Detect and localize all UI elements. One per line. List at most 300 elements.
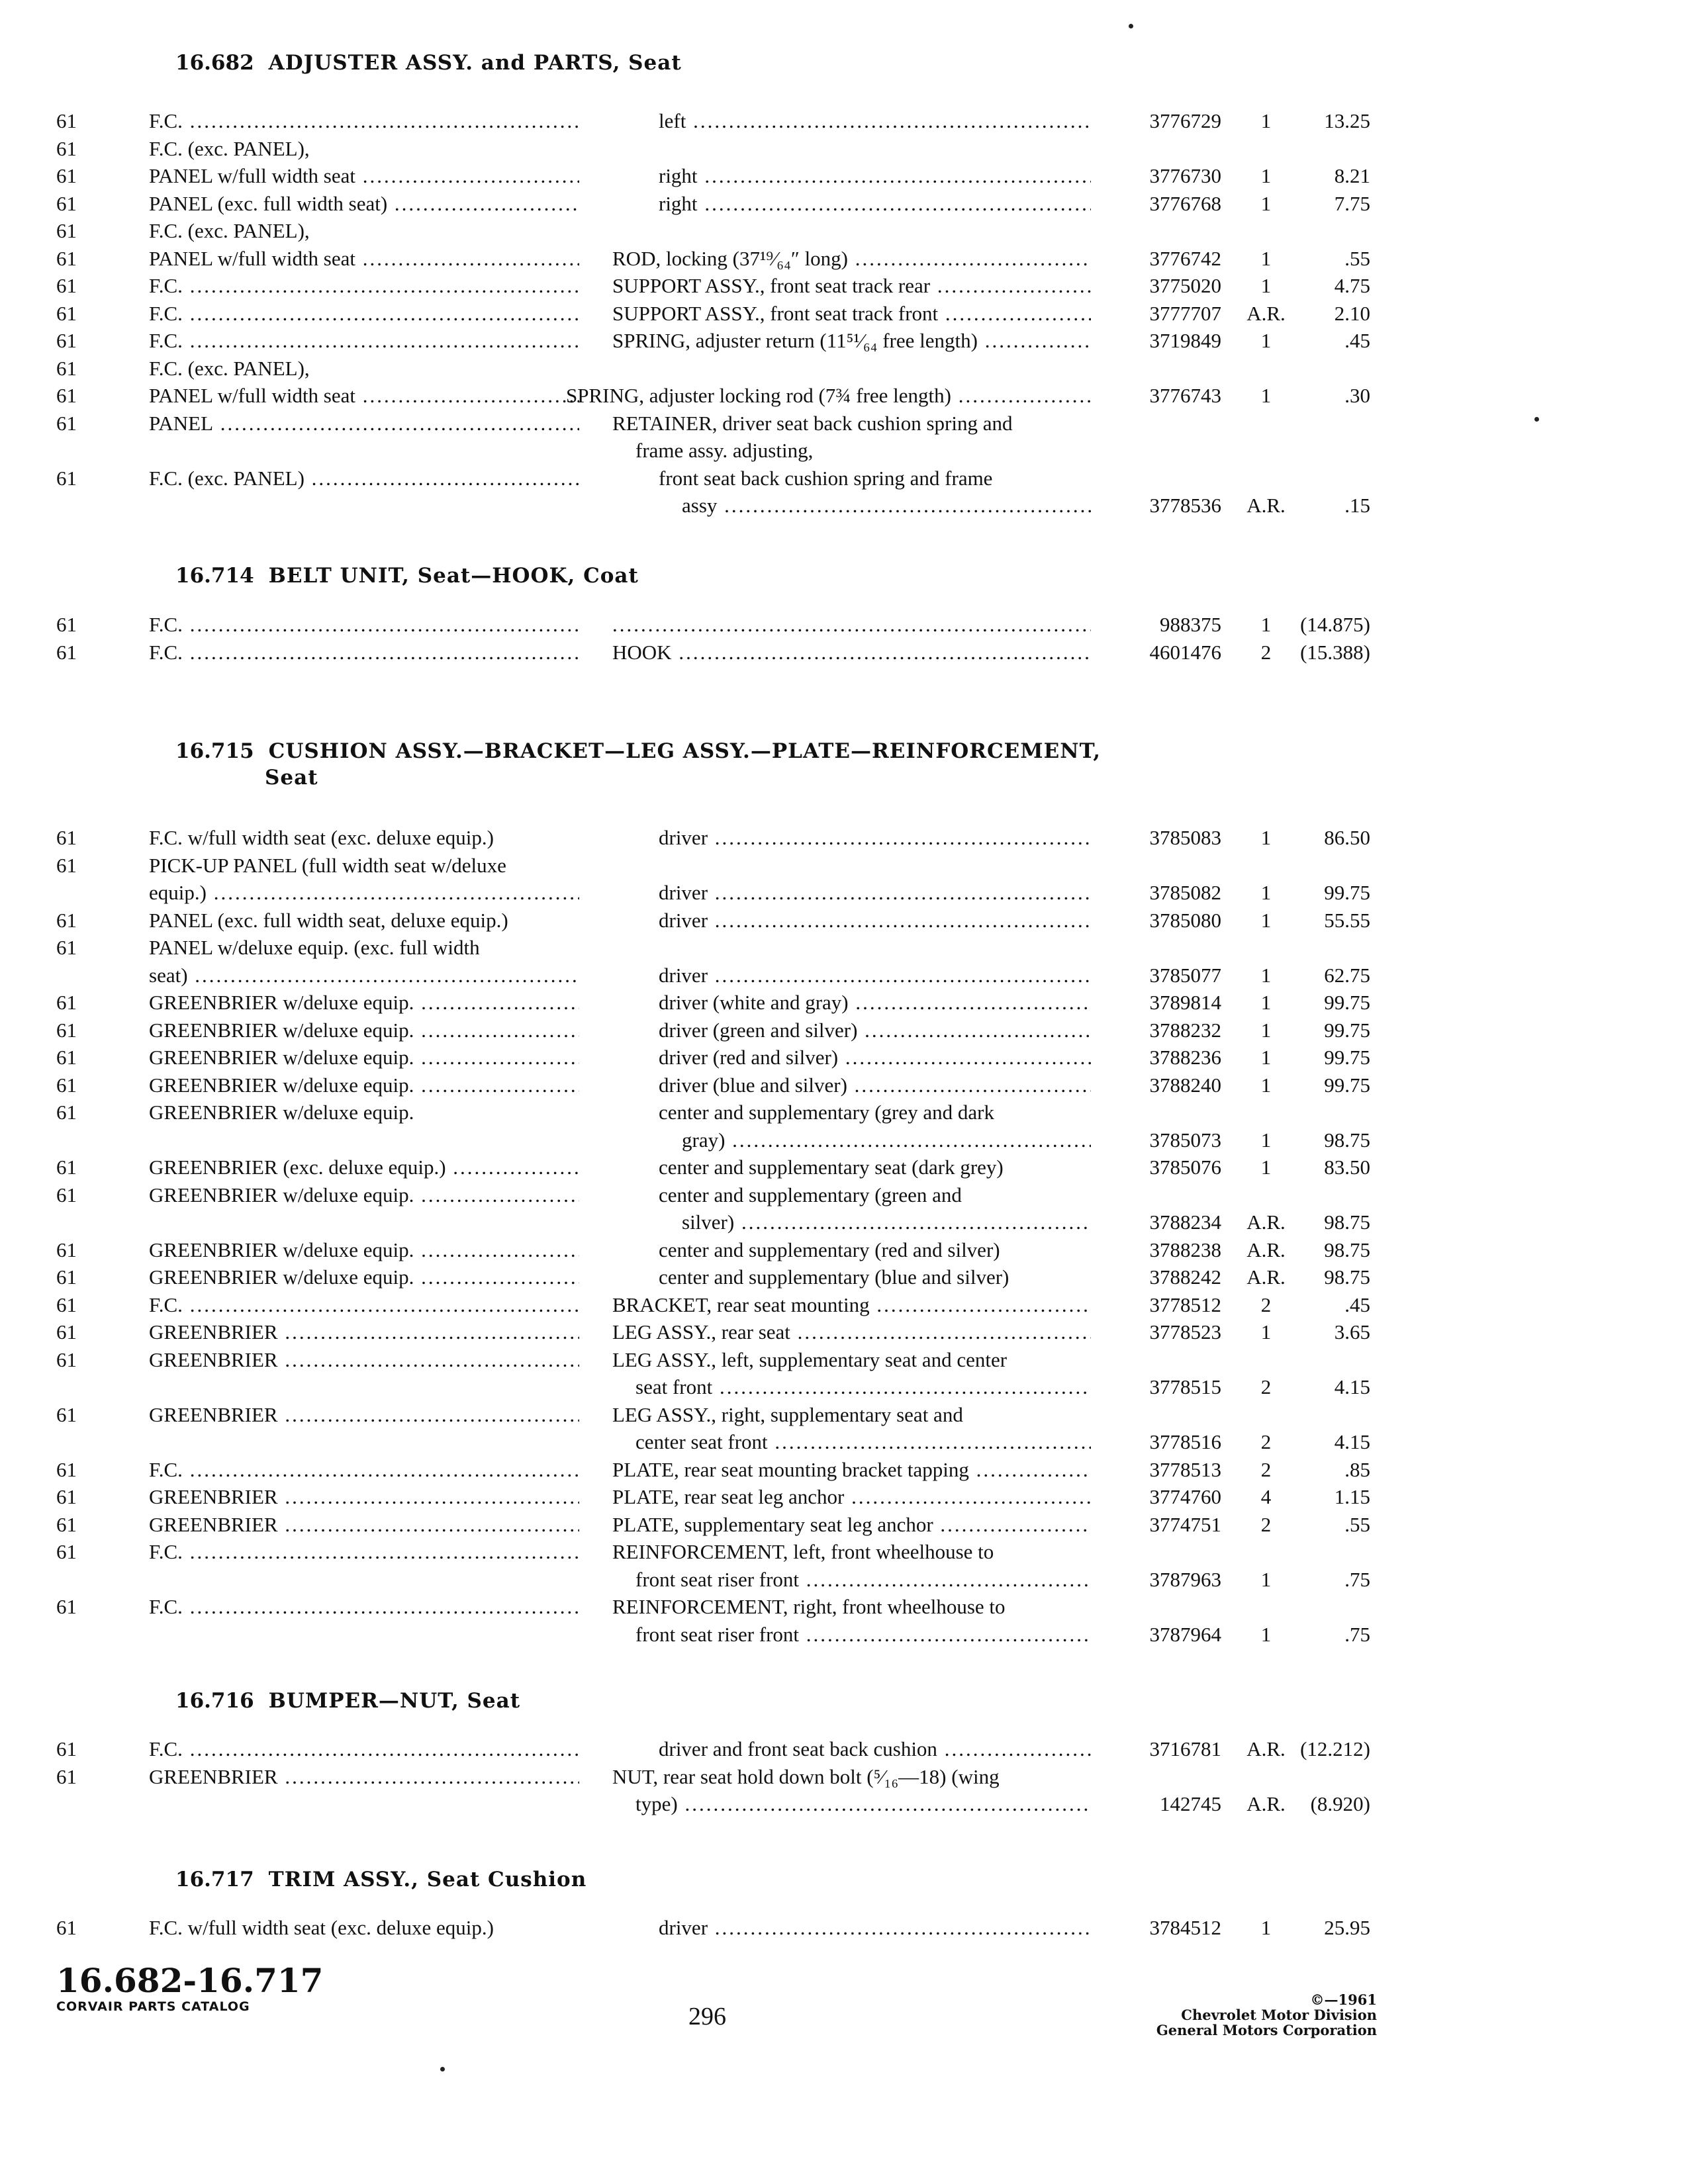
model-applicability: GREENBRIER w/deluxe equip. ..... <box>149 989 579 1017</box>
model-year: 61 <box>56 1512 77 1536</box>
model-year: 61 <box>56 1457 77 1481</box>
model-applicability: GREENBRIER (exc. deluxe equip.) ..... <box>149 1154 579 1181</box>
part-number: 3774751 <box>1149 1512 1221 1536</box>
quantity: 1 <box>1260 963 1272 987</box>
part-number: 3785076 <box>1149 1156 1221 1179</box>
parts-row <box>0 465 1688 492</box>
list-price: 98.75 <box>1324 1210 1370 1234</box>
part-number: 3785073 <box>1149 1128 1221 1152</box>
parts-row <box>0 1566 1688 1594</box>
parts-row <box>0 639 1688 666</box>
quantity: A.R. <box>1246 1238 1286 1261</box>
quantity: 2 <box>1260 1375 1272 1398</box>
model-year: 61 <box>56 164 77 187</box>
list-price: 98.75 <box>1324 1128 1370 1152</box>
part-description: silver) ..... <box>682 1208 1091 1236</box>
part-number: 3788240 <box>1149 1073 1221 1097</box>
part-number: 3787963 <box>1149 1567 1221 1591</box>
parts-row <box>0 272 1688 300</box>
list-price: .45 <box>1344 329 1370 352</box>
list-price: 99.75 <box>1324 1046 1370 1069</box>
part-description: HOOK ..... <box>612 639 1091 666</box>
parts-row <box>0 852 1688 880</box>
quantity: 1 <box>1260 164 1272 187</box>
model-year: 61 <box>56 1238 77 1261</box>
model-applicability: F.C. ..... <box>149 107 579 135</box>
model-year: 61 <box>56 1293 77 1316</box>
catalog-name: CORVAIR PARTS CATALOG <box>56 1999 250 2014</box>
model-applicability: PICK-UP PANEL (full width seat w/deluxe <box>149 853 506 877</box>
quantity: A.R. <box>1246 1737 1286 1760</box>
model-applicability: F.C. w/full width seat (exc. deluxe equip.) <box>149 1916 494 1939</box>
part-description: gray) ..... <box>682 1126 1091 1154</box>
list-price: 55.55 <box>1324 908 1370 932</box>
model-year: 61 <box>56 1402 77 1426</box>
footer-right <box>1156 1992 1377 2038</box>
quantity: 2 <box>1260 1457 1272 1481</box>
parts-row <box>0 327 1688 355</box>
section-number: 16.714 <box>175 564 254 588</box>
model-applicability: F.C. ..... <box>149 1593 579 1621</box>
part-number: 3785077 <box>1149 963 1221 987</box>
quantity: 1 <box>1260 991 1272 1014</box>
parts-row <box>0 1456 1688 1484</box>
part-number: 3776729 <box>1149 109 1221 132</box>
section-number: 16.715 <box>175 739 254 763</box>
part-description: SPRING, adjuster locking rod (7¾ free length) ..... <box>566 382 1091 410</box>
model-applicability: F.C. ..... <box>149 1735 579 1763</box>
section-number: 16.717 <box>175 1868 254 1891</box>
quantity: 1 <box>1260 1622 1272 1646</box>
model-year: 61 <box>56 640 77 664</box>
part-description: RETAINER, driver seat back cushion spring and <box>612 411 1013 435</box>
model-year: 61 <box>56 1073 77 1097</box>
parts-row <box>0 962 1688 989</box>
parts-row <box>0 135 1688 163</box>
part-description: LEG ASSY., right, supplementary seat and <box>612 1402 963 1426</box>
model-applicability: F.C. (exc. PANEL), <box>149 356 310 380</box>
part-description: driver (blue and silver) ..... <box>659 1071 1091 1099</box>
list-price: (12.212) <box>1300 1737 1370 1760</box>
part-description: driver (green and silver) ..... <box>659 1017 1091 1044</box>
section-heading <box>175 1688 520 1714</box>
parts-row <box>0 989 1688 1017</box>
parts-row <box>0 824 1688 852</box>
section-title: ADJUSTER ASSY. and PARTS, Seat <box>268 51 682 75</box>
part-number: 3785080 <box>1149 908 1221 932</box>
part-number: 3716781 <box>1149 1737 1221 1760</box>
quantity: 1 <box>1260 1073 1272 1097</box>
quantity: 1 <box>1260 1916 1272 1939</box>
section-title-continued: Seat <box>265 766 318 790</box>
part-description: driver (white and gray) ..... <box>659 989 1091 1017</box>
list-price: .85 <box>1344 1457 1370 1481</box>
list-price: 8.21 <box>1334 164 1370 187</box>
section-number: 16.716 <box>175 1689 254 1713</box>
part-number: 3719849 <box>1149 329 1221 352</box>
list-price: .55 <box>1344 246 1370 270</box>
list-price: .55 <box>1344 1512 1370 1536</box>
quantity: 1 <box>1260 1128 1272 1152</box>
quantity: 1 <box>1260 109 1272 132</box>
quantity: 1 <box>1260 1567 1272 1591</box>
model-applicability: GREENBRIER w/deluxe equip. ..... <box>149 1236 579 1264</box>
list-price: 2.10 <box>1334 301 1370 325</box>
quantity: 2 <box>1260 640 1272 664</box>
list-price: 98.75 <box>1324 1265 1370 1289</box>
parts-row <box>0 1044 1688 1071</box>
quantity: A.R. <box>1246 301 1286 325</box>
part-number: 142745 <box>1160 1792 1221 1815</box>
print-speck <box>440 2067 445 2071</box>
part-number: 3788242 <box>1149 1265 1221 1289</box>
parts-row <box>0 1511 1688 1539</box>
parts-row <box>0 1373 1688 1401</box>
part-description: center and supplementary (grey and dark <box>659 1101 994 1124</box>
model-year: 61 <box>56 356 77 380</box>
model-applicability: seat) ..... <box>149 962 579 989</box>
section-title: BELT UNIT, Seat—HOOK, Coat <box>268 564 639 588</box>
model-year: 61 <box>56 1320 77 1343</box>
parts-row <box>0 907 1688 934</box>
part-number: 3776730 <box>1149 164 1221 187</box>
part-description: center and supplementary (green and <box>659 1183 962 1206</box>
parts-row <box>0 879 1688 907</box>
part-number: 3788236 <box>1149 1046 1221 1069</box>
parts-row <box>0 410 1688 437</box>
part-number: 3778536 <box>1149 494 1221 517</box>
list-price: 86.50 <box>1324 826 1370 849</box>
model-year: 61 <box>56 991 77 1014</box>
list-price: 4.15 <box>1334 1430 1370 1453</box>
quantity: 1 <box>1260 246 1272 270</box>
list-price: (15.388) <box>1300 640 1370 664</box>
model-year: 61 <box>56 1046 77 1069</box>
model-applicability: F.C. ..... <box>149 639 579 666</box>
part-number: 3778523 <box>1149 1320 1221 1343</box>
parts-row <box>0 162 1688 190</box>
part-description: front seat back cushion spring and frame <box>659 466 993 490</box>
quantity: 1 <box>1260 1156 1272 1179</box>
model-year: 61 <box>56 936 77 959</box>
parts-row <box>0 437 1688 465</box>
model-year: 61 <box>56 908 77 932</box>
parts-row <box>0 492 1688 520</box>
quantity: 1 <box>1260 1046 1272 1069</box>
parts-row <box>0 1621 1688 1649</box>
page-number: 296 <box>688 2003 726 2030</box>
part-description: center and supplementary (blue and silver) <box>659 1265 1009 1289</box>
quantity: 1 <box>1260 191 1272 215</box>
footer-left <box>56 1962 323 2014</box>
part-number: 3778516 <box>1149 1430 1221 1453</box>
print-speck <box>1129 24 1133 28</box>
parts-row <box>0 1181 1688 1209</box>
model-year: 61 <box>56 826 77 849</box>
parts-row <box>0 1763 1688 1791</box>
print-speck <box>1534 417 1539 422</box>
model-year: 61 <box>56 246 77 270</box>
part-description: assy ..... <box>682 492 1091 520</box>
part-number: 3788234 <box>1149 1210 1221 1234</box>
model-applicability: GREENBRIER w/deluxe equip. ..... <box>149 1017 579 1044</box>
part-description: center and supplementary seat (dark grey) <box>659 1156 1004 1179</box>
model-applicability: F.C. ..... <box>149 1456 579 1484</box>
parts-row <box>0 1593 1688 1621</box>
part-description: driver ..... <box>659 879 1091 907</box>
list-price: 25.95 <box>1324 1916 1370 1939</box>
parts-row <box>0 107 1688 135</box>
part-number: 3785082 <box>1149 881 1221 904</box>
quantity: 1 <box>1260 329 1272 352</box>
part-description: driver ..... <box>659 1914 1091 1942</box>
part-number: 3776743 <box>1149 384 1221 407</box>
model-year: 61 <box>56 136 77 160</box>
list-price: (14.875) <box>1300 613 1370 636</box>
model-year: 61 <box>56 466 77 490</box>
model-applicability: F.C. ..... <box>149 327 579 355</box>
list-price: .30 <box>1344 384 1370 407</box>
model-applicability: F.C. ..... <box>149 272 579 300</box>
section-heading <box>175 738 1101 791</box>
list-price: 99.75 <box>1324 1018 1370 1042</box>
quantity: 1 <box>1260 274 1272 297</box>
parts-row <box>0 1538 1688 1566</box>
parts-row <box>0 1401 1688 1429</box>
parts-row <box>0 1263 1688 1291</box>
part-description: center and supplementary (red and silver) <box>659 1238 1000 1261</box>
quantity: 1 <box>1260 384 1272 407</box>
parts-row <box>0 1154 1688 1181</box>
model-year: 61 <box>56 1485 77 1508</box>
model-year: 61 <box>56 274 77 297</box>
parts-row <box>0 300 1688 328</box>
model-year: 61 <box>56 1018 77 1042</box>
list-price: 3.65 <box>1334 1320 1370 1343</box>
part-description: PLATE, rear seat mounting bracket tapping ..... <box>612 1456 1091 1484</box>
part-description: seat front ..... <box>635 1373 1091 1401</box>
part-description: NUT, rear seat hold down bolt (⁵⁄₁₆—18) (wing <box>612 1764 1000 1788</box>
quantity: A.R. <box>1246 1265 1286 1289</box>
parts-row <box>0 1318 1688 1346</box>
quantity: A.R. <box>1246 1210 1286 1234</box>
quantity: 2 <box>1260 1430 1272 1453</box>
list-price: .45 <box>1344 1293 1370 1316</box>
model-applicability: GREENBRIER w/deluxe equip. ..... <box>149 1181 579 1209</box>
corporation: General Motors Corporation <box>1156 2022 1377 2038</box>
model-applicability: F.C. ..... <box>149 1291 579 1319</box>
section-range: 16.682-16.717 <box>56 1961 324 2000</box>
model-year: 61 <box>56 1916 77 1939</box>
section-number: 16.682 <box>175 51 254 75</box>
part-description: driver ..... <box>659 907 1091 934</box>
model-year: 61 <box>56 1595 77 1618</box>
model-applicability: GREENBRIER w/deluxe equip. ..... <box>149 1263 579 1291</box>
list-price: .75 <box>1344 1567 1370 1591</box>
part-number: 3788238 <box>1149 1238 1221 1261</box>
list-price: 1.15 <box>1334 1485 1370 1508</box>
section-heading <box>175 563 639 589</box>
parts-row <box>0 1346 1688 1374</box>
model-year: 61 <box>56 191 77 215</box>
parts-row <box>0 217 1688 245</box>
quantity: A.R. <box>1246 1792 1286 1815</box>
part-description: ROD, locking (37¹⁹⁄₆₄″ long) ..... <box>612 245 1091 273</box>
model-year: 61 <box>56 1540 77 1563</box>
list-price: 99.75 <box>1324 1073 1370 1097</box>
model-year: 61 <box>56 1183 77 1206</box>
list-price: 13.25 <box>1324 109 1370 132</box>
model-year: 61 <box>56 1265 77 1289</box>
parts-row <box>0 1790 1688 1818</box>
part-number: 3776742 <box>1149 246 1221 270</box>
part-description: front seat riser front ..... <box>635 1621 1091 1649</box>
list-price: 98.75 <box>1324 1238 1370 1261</box>
part-description: left ..... <box>659 107 1091 135</box>
part-number: 988375 <box>1160 613 1221 636</box>
model-applicability: F.C. ..... <box>149 300 579 328</box>
part-description: PLATE, rear seat leg anchor ..... <box>612 1483 1091 1511</box>
parts-row <box>0 190 1688 218</box>
quantity: 1 <box>1260 826 1272 849</box>
model-applicability: GREENBRIER ..... <box>149 1346 579 1374</box>
quantity: 4 <box>1260 1485 1272 1508</box>
model-year: 61 <box>56 1347 77 1371</box>
list-price: (8.920) <box>1310 1792 1370 1815</box>
model-applicability: F.C. (exc. PANEL) ..... <box>149 465 579 492</box>
section-title: CUSHION ASSY.—BRACKET—LEG ASSY.—PLATE—REINFORCEMENT, <box>268 739 1102 763</box>
parts-row <box>0 382 1688 410</box>
list-price: 4.75 <box>1334 274 1370 297</box>
model-applicability: F.C. ..... <box>149 611 579 639</box>
model-applicability: GREENBRIER ..... <box>149 1318 579 1346</box>
model-applicability: PANEL w/full width seat ..... <box>149 245 579 273</box>
model-applicability: GREENBRIER ..... <box>149 1483 579 1511</box>
list-price: .15 <box>1344 494 1370 517</box>
model-applicability: F.C. (exc. PANEL), <box>149 219 310 242</box>
list-price: 7.75 <box>1334 191 1370 215</box>
part-description: center seat front ..... <box>635 1428 1091 1456</box>
part-number: 3774760 <box>1149 1485 1221 1508</box>
model-applicability: equip.) ..... <box>149 879 579 907</box>
part-description: right ..... <box>659 162 1091 190</box>
model-year: 61 <box>56 109 77 132</box>
model-year: 61 <box>56 384 77 407</box>
model-applicability: PANEL w/full width seat ..... <box>149 162 579 190</box>
model-year: 61 <box>56 1764 77 1788</box>
quantity: 2 <box>1260 1512 1272 1536</box>
model-applicability: GREENBRIER ..... <box>149 1511 579 1539</box>
quantity: 1 <box>1260 1320 1272 1343</box>
quantity: 2 <box>1260 1293 1272 1316</box>
division: Chevrolet Motor Division <box>1181 2007 1377 2023</box>
parts-row <box>0 1126 1688 1154</box>
part-number: 3787964 <box>1149 1622 1221 1646</box>
part-number: 3785083 <box>1149 826 1221 849</box>
model-applicability: GREENBRIER w/deluxe equip. ..... <box>149 1044 579 1071</box>
part-description: front seat riser front ..... <box>635 1566 1091 1594</box>
part-description: frame assy. adjusting, <box>635 439 814 462</box>
model-applicability: F.C. ..... <box>149 1538 579 1566</box>
part-description: REINFORCEMENT, right, front wheelhouse to <box>612 1595 1006 1618</box>
model-applicability: PANEL ..... <box>149 410 579 437</box>
parts-row <box>0 611 1688 639</box>
part-number: 3775020 <box>1149 274 1221 297</box>
part-description: SPRING, adjuster return (11⁵¹⁄₆₄ free length) ..... <box>612 327 1091 355</box>
parts-row <box>0 245 1688 273</box>
parts-row <box>0 1735 1688 1763</box>
model-applicability: PANEL (exc. full width seat) ..... <box>149 190 579 218</box>
model-year: 61 <box>56 1101 77 1124</box>
list-price: 83.50 <box>1324 1156 1370 1179</box>
part-description: BRACKET, rear seat mounting ..... <box>612 1291 1091 1319</box>
model-year: 61 <box>56 853 77 877</box>
part-number: 3778512 <box>1149 1293 1221 1316</box>
quantity: 1 <box>1260 1018 1272 1042</box>
parts-row <box>0 1208 1688 1236</box>
model-applicability: GREENBRIER w/deluxe equip. ..... <box>149 1071 579 1099</box>
section-heading <box>175 50 682 76</box>
part-number: 3776768 <box>1149 191 1221 215</box>
part-number: 3784512 <box>1149 1916 1221 1939</box>
model-year: 61 <box>56 329 77 352</box>
part-number: 3778513 <box>1149 1457 1221 1481</box>
quantity: A.R. <box>1246 494 1286 517</box>
section-title: TRIM ASSY., Seat Cushion <box>268 1868 587 1891</box>
part-number: 3778515 <box>1149 1375 1221 1398</box>
list-price: 4.15 <box>1334 1375 1370 1398</box>
model-applicability: GREENBRIER ..... <box>149 1763 579 1791</box>
parts-row <box>0 934 1688 962</box>
quantity: 1 <box>1260 881 1272 904</box>
part-description: driver and front seat back cushion ..... <box>659 1735 1091 1763</box>
quantity: 1 <box>1260 613 1272 636</box>
model-applicability: GREENBRIER w/deluxe equip. <box>149 1101 414 1124</box>
part-description: driver (red and silver) ..... <box>659 1044 1091 1071</box>
parts-row <box>0 1236 1688 1264</box>
model-applicability: PANEL (exc. full width seat, deluxe equip.) <box>149 908 508 932</box>
model-year: 61 <box>56 1156 77 1179</box>
model-applicability: F.C. w/full width seat (exc. deluxe equip.) <box>149 826 494 849</box>
section-heading <box>175 1866 586 1893</box>
model-year: 61 <box>56 411 77 435</box>
model-applicability: GREENBRIER ..... <box>149 1401 579 1429</box>
part-description: right ..... <box>659 190 1091 218</box>
model-applicability: PANEL w/full width seat ..... <box>149 382 579 410</box>
list-price: 99.75 <box>1324 991 1370 1014</box>
model-year: 61 <box>56 1737 77 1760</box>
part-number: 3777707 <box>1149 301 1221 325</box>
part-number: 3788232 <box>1149 1018 1221 1042</box>
parts-row <box>0 1017 1688 1044</box>
section-title: BUMPER—NUT, Seat <box>268 1689 521 1713</box>
part-description: REINFORCEMENT, left, front wheelhouse to <box>612 1540 994 1563</box>
list-price: 99.75 <box>1324 881 1370 904</box>
part-description: driver ..... <box>659 824 1091 852</box>
part-description: SUPPORT ASSY., front seat track rear ..... <box>612 272 1091 300</box>
part-description: type) ..... <box>635 1790 1091 1818</box>
parts-row <box>0 1291 1688 1319</box>
part-description: LEG ASSY., left, supplementary seat and center <box>612 1347 1008 1371</box>
part-description: driver ..... <box>659 962 1091 989</box>
parts-row <box>0 1071 1688 1099</box>
list-price: 62.75 <box>1324 963 1370 987</box>
part-description <box>612 611 1091 639</box>
parts-row <box>0 1483 1688 1511</box>
model-year: 61 <box>56 613 77 636</box>
parts-row <box>0 1099 1688 1126</box>
part-number: 3789814 <box>1149 991 1221 1014</box>
